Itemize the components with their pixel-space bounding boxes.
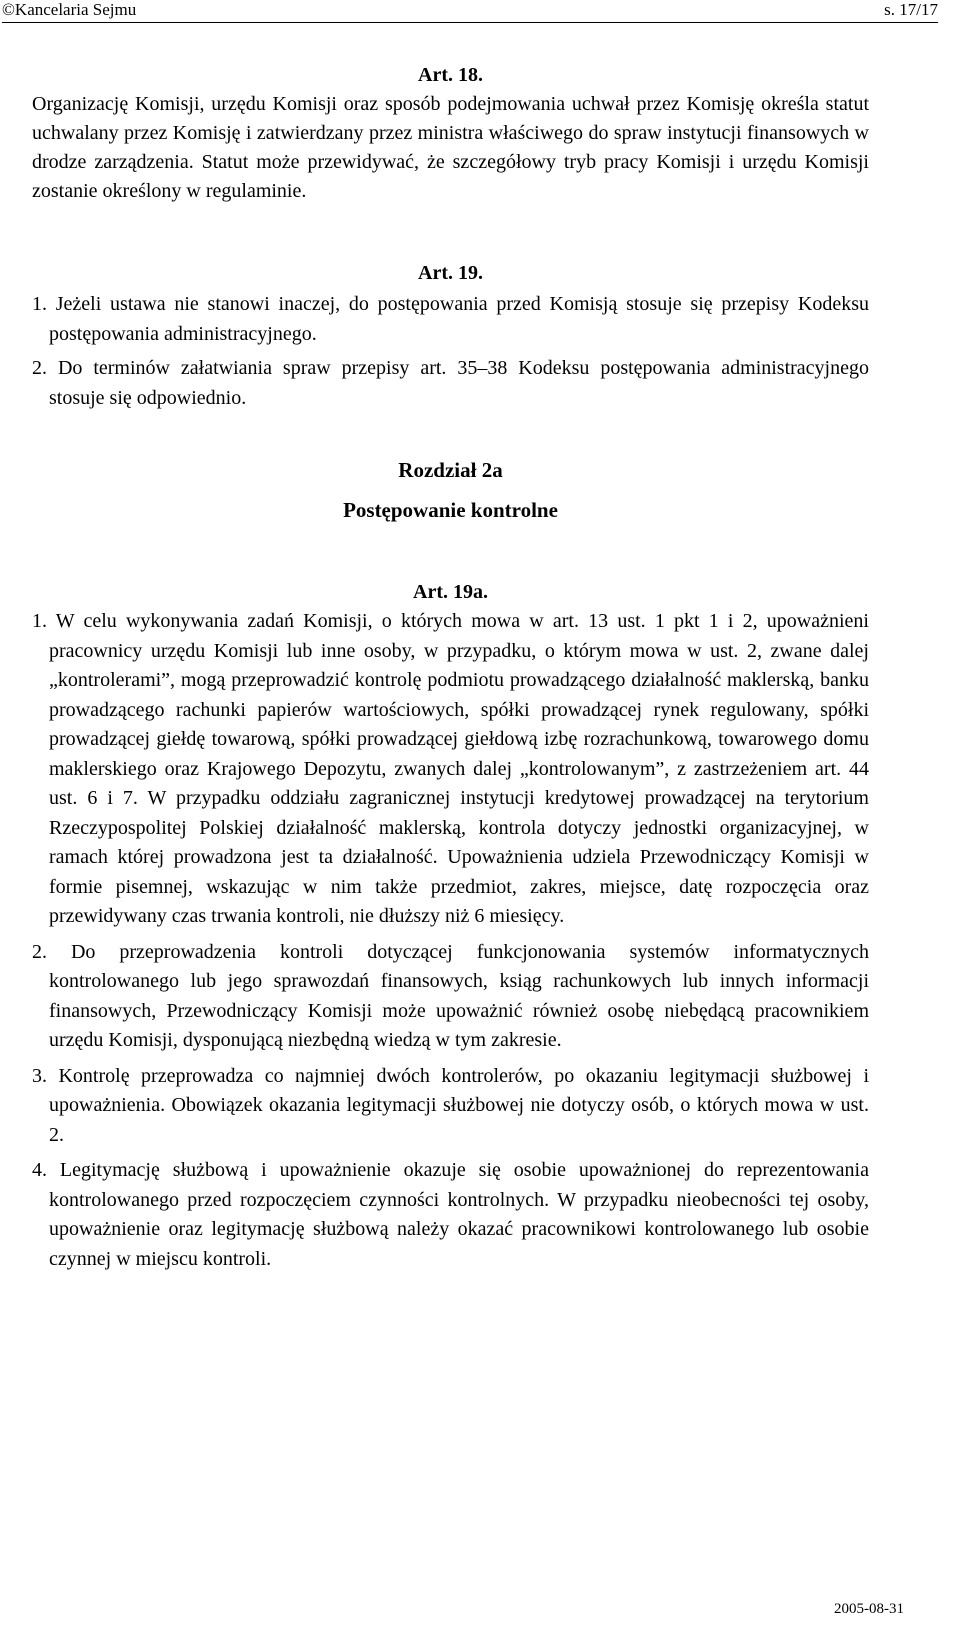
art-19a-item-3: 3. Kontrolę przeprowadza co najmniej dwóch kontrolerów, po okazaniu legitymacji służbowej i upoważnienia. Obowiązek okazania legitymacji służbowej nie dotyczy osób, o których mowa w ust. 2. [32,1064,869,1146]
art-19-item-1: 1. Jeżeli ustawa nie stanowi inaczej, do postępowania przed Komisją stosuje się przepisy Kodeksu postępowania administracyjnego. [32,293,869,345]
art-19a-item-2: 2. Do przeprowadzenia kontroli dotyczącej funkcjonowania systemów informatycznych kontrolowanego lub jego sprawozdań finansowych, ksiąg rachunkowych lub innych informacji finansowych, Przewodniczący Komisji może upoważnić również osobę niebędącą pracownikiem urzędu Komisji, dysponującą niezbędną wiedzą w tym zakresie. [32,940,869,1051]
document-body [32,60,869,1274]
art-19a-item-4: 4. Legitymację służbową i upoważnienie okazuje się osobie upoważnionej do reprezentowania kontrolowanego przed rozpoczęciem czynności kontrolnych. W przypadku nieobecności tej osoby, upoważnienie oraz legitymację służbową należy okazać pracownikowi kontrolowanego lub osobie czynnej w miejscu kontroli. [32,1159,869,1270]
art-19a-item-1: 1. W celu wykonywania zadań Komisji, o których mowa w art. 13 ust. 1 pkt 1 i 2, upoważnieni pracownicy urzędu Komisji lub inne osoby, w przypadku, o którym mowa w ust. 2, zwane dalej „kontrolerami”, mogą przeprowadzić kontrolę podmiotu prowadzącego działalność maklerską, banku prowadzącego rachunki papierów wartościowych, spółki prowadzącej rynek regulowany, spółki prowadzącej giełdę towarową, spółki prowadzącej giełdową izbę rozrachunkową, towarowego domu maklerskiego oraz Krajowego Depozytu, zwanych dalej „kontrolowanym”, z zastrzeżeniem art. 44 ust. 6 i 7. W przypadku oddziału zagranicznej instytucji kredytowej prowadzącej na terytorium Rzeczypospolitej Polskiej działalność maklerską, kontrola dotyczy jednostki organizacyjnej, w ramach której prowadzona jest ta działalność. Upoważnienia udziela Przewodniczący Komisji w formie pisemnej, wskazując w nim także przedmiot, zakres, miejsce, datę rozpoczęcia oraz przewidywany czas trwania kontroli, nie dłuższy niż 6 miesięcy. [32,610,869,927]
art-19a-title: Art. 19a. [413,581,488,603]
chapter-title: Postępowanie kontrolne [343,498,558,522]
art-19-title: Art. 19. [418,262,483,284]
chapter-number: Rozdział 2a [398,458,503,482]
art-18-text: Organizację Komisji, urzędu Komisji oraz sposób podejmowania uchwał przez Komisję określa statut uchwalany przez Komisję i zatwierdzany przez ministra właściwego do spraw instytucji finansowych w drodze zarządzenia. Statut może przewidywać, że szczegółowy tryb pracy Komisji i urzędu Komisji zostanie określony w regulaminie. [32,93,869,202]
art-18-title: Art. 18. [418,64,483,86]
page-number: s. 17/17 [884,0,938,19]
header-divider [2,22,938,23]
publisher-label: ©Kancelaria Sejmu [2,0,137,19]
document-date: 2005-08-31 [834,1601,904,1617]
art-19-item-2: 2. Do terminów załatwiania spraw przepisy art. 35–38 Kodeksu postępowania administracyjnego stosuje się odpowiednio. [32,357,869,409]
page-header [0,0,960,26]
